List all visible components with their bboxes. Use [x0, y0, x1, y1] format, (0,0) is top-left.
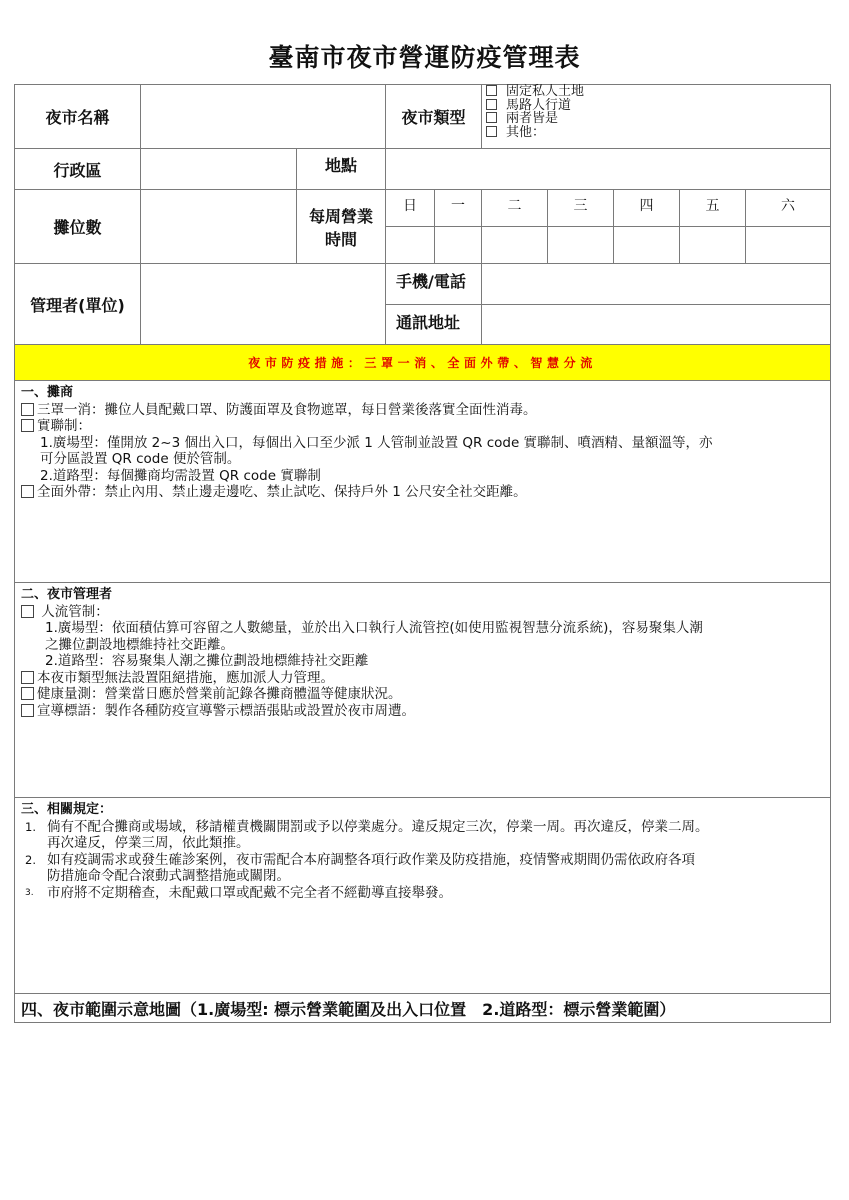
list-item: 宣導標語：製作各種防疫宣導警示標語張貼或設置於夜市周遭。 [21, 703, 824, 720]
sub-item-text: 2.道路型：容易聚集人潮之攤位劃設地標維持社交距離 [45, 653, 369, 669]
weekly-hours-label: 每周營業 時間 [297, 190, 386, 264]
page-title: 臺南市夜市營運防疫管理表 [268, 43, 581, 72]
hours-sun-field[interactable] [386, 227, 435, 264]
address-field[interactable] [482, 305, 831, 345]
list-item: 本夜市類型無法設置阻絕措施，應加派人力管理。 [21, 670, 824, 687]
list-item: 三罩一消：攤位人員配戴口罩、防護面罩及食物遮罩，每日營業後落實全面性消毒。 [21, 402, 824, 419]
phone-label: 手機/電話 [386, 264, 482, 305]
market-type-options [482, 85, 831, 149]
type-option[interactable]: 馬路人行道 [486, 99, 830, 113]
type-option[interactable]: 兩者皆是 [486, 112, 830, 126]
manager-label: 管理者(單位) [15, 264, 141, 345]
type-option[interactable]: 其他： [486, 126, 830, 140]
market-name-label: 夜市名稱 [15, 85, 141, 149]
market-type-label: 夜市類型 [386, 85, 482, 149]
day-sat: 六 [746, 190, 831, 227]
checkbox-icon[interactable] [21, 605, 34, 618]
district-label: 行政區 [15, 149, 141, 190]
checkbox-icon[interactable] [21, 704, 34, 717]
management-form [14, 84, 831, 1023]
list-item: 全面外帶：禁止內用、禁止邊走邊吃、禁止試吃、保持戶外 1 公尺安全社交距離。 [21, 484, 824, 501]
sub-item-text: 可分區設置 QR code 便於管制。 [40, 451, 241, 467]
checkbox-icon[interactable] [486, 112, 497, 123]
checkbox-icon[interactable] [21, 671, 34, 684]
checkbox-icon[interactable] [486, 126, 497, 137]
district-field[interactable] [141, 149, 297, 190]
list-item: 人流管制： [21, 604, 824, 621]
section-regulations [15, 798, 831, 994]
checkbox-icon[interactable] [21, 485, 34, 498]
day-mon: 一 [435, 190, 482, 227]
market-name-field[interactable] [141, 85, 386, 149]
sub-item-text: 1.廣場型：僅開放 2~3 個出入口，每個出入口至少派 1 人管制並設置 QR code 實聯制、噴酒精、量額溫等，亦 [40, 434, 713, 451]
hours-sat-field[interactable] [746, 227, 831, 264]
sub-item-text: 之攤位劃設地標維持社交距離。 [45, 636, 234, 653]
day-thu: 四 [614, 190, 680, 227]
list-item: 健康量測：營業當日應於營業前記錄各攤商體溫等健康狀況。 [21, 686, 824, 703]
day-tue: 二 [482, 190, 548, 227]
day-sun: 日 [386, 190, 435, 227]
hours-wed-field[interactable] [548, 227, 614, 264]
stall-count-field[interactable] [141, 190, 297, 264]
hours-thu-field[interactable] [614, 227, 680, 264]
section-map-heading: 四、夜市範圍示意地圖（1.廣場型: 標示營業範圍及出入口位置 2.道路型：標示營業範圍） [15, 994, 831, 1023]
hours-fri-field[interactable] [680, 227, 746, 264]
section-managers [15, 583, 831, 798]
checkbox-icon[interactable] [21, 403, 34, 416]
list-item: 實聯制： [21, 418, 824, 435]
measures-banner: 夜市防疫措施：三罩一消、全面外帶、智慧分流 [15, 345, 831, 381]
hours-tue-field[interactable] [482, 227, 548, 264]
hours-mon-field[interactable] [435, 227, 482, 264]
phone-field[interactable] [482, 264, 831, 305]
manager-field[interactable] [141, 264, 386, 345]
sub-item-text: 1.廣場型：依面積估算可容留之人數總量，並於出入口執行人流管控(如使用監視智慧分流系統)，容易聚集人潮 [45, 620, 703, 636]
rule-item: 3. 市府將不定期稽查，未配戴口罩或配戴不完全者不經勸導直接舉發。 [25, 884, 452, 901]
rule-item: 1. 倘有不配合攤商或場域，移請權責機關開罰或予以停業處分。違反規定三次，停業一周。再次違反，停業二周。 再次違反，停業三周，依此類推。 [25, 818, 709, 851]
checkbox-icon[interactable] [21, 687, 34, 700]
section-vendors [15, 381, 831, 583]
day-wed: 三 [548, 190, 614, 227]
checkbox-icon[interactable] [486, 99, 497, 110]
rule-item: 2. 如有疫調需求或發生確診案例，夜市需配合本府調整各項行政作業及防疫措施，疫情警戒期間仍需依政府各項 防措施命令配合滾動式調整措施或關閉。 [25, 851, 695, 884]
section-heading: 二、夜市管理者 [21, 587, 113, 602]
address-label: 通訊地址 [386, 305, 482, 345]
section-heading: 三、相關規定： [21, 802, 113, 817]
sub-item-text: 2.道路型：每個攤商均需設置 QR code 實聯制 [40, 467, 321, 484]
checkbox-icon[interactable] [486, 85, 497, 96]
location-label: 地點 [297, 149, 386, 190]
day-fri: 五 [680, 190, 746, 227]
checkbox-icon[interactable] [21, 419, 34, 432]
location-field[interactable] [386, 149, 831, 190]
type-option[interactable]: 固定私人土地 [486, 85, 830, 99]
section-heading: 一、攤商 [21, 385, 74, 400]
stall-count-label: 攤位數 [15, 190, 141, 264]
